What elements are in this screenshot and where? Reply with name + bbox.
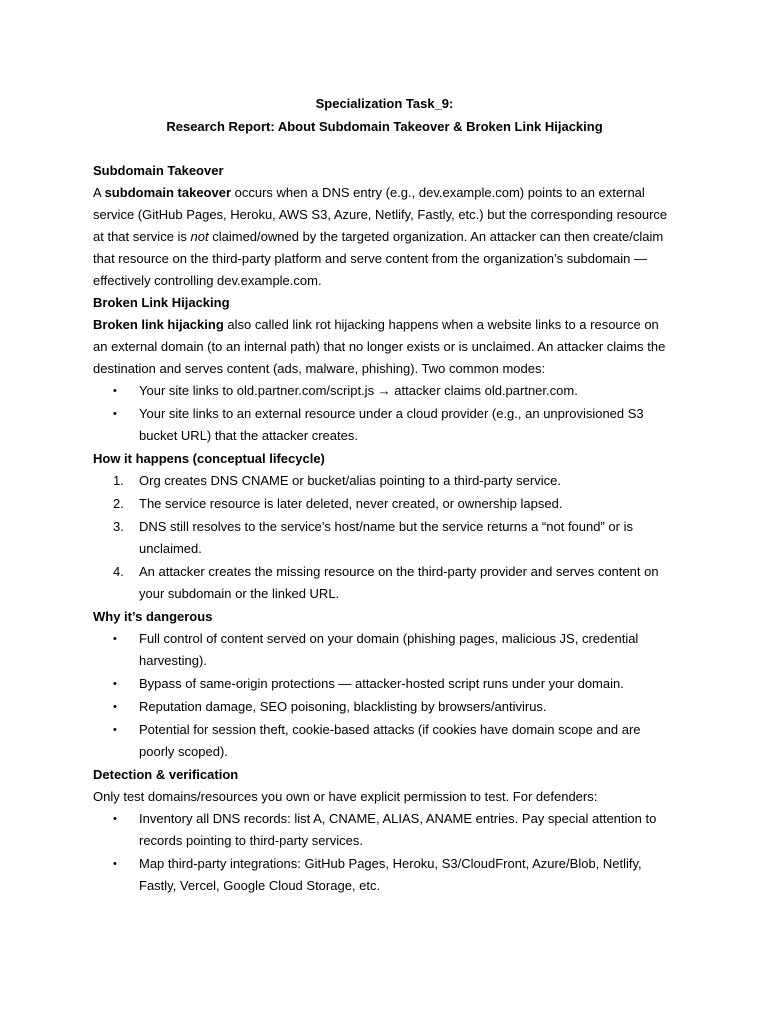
- italic-term: not: [190, 229, 209, 244]
- list-item: [93, 628, 676, 672]
- list-item: [93, 696, 676, 718]
- list-item: [93, 516, 676, 560]
- section-heading-lifecycle: How it happens (conceptual lifecycle): [93, 451, 325, 466]
- bullet-icon: •: [113, 813, 117, 825]
- list-item-text: Map third-party integrations: GitHub Pages, Heroku, S3/CloudFront, Azure/Blob, Netlify, Fastly, Vercel, Google Cloud Storage, etc.: [139, 856, 642, 893]
- text-run: also called link rot hijacking happens when a website links to a resource on an external domain (to an internal path) that no longer exists or is unclaimed. An attacker claims the destination and serves content (ads, malware, phishing). Two common modes:: [93, 317, 666, 376]
- bullet-icon: •: [113, 633, 117, 645]
- section-heading-subdomain-takeover: Subdomain Takeover: [93, 163, 224, 178]
- list-item-text: Bypass of same-origin protections — attacker-hosted script runs under your domain.: [139, 676, 624, 691]
- subdomain-takeover-paragraph: [93, 182, 676, 292]
- list-number: 3.: [113, 519, 124, 534]
- list-item: [93, 470, 676, 492]
- bullet-icon: •: [113, 408, 117, 420]
- list-item: [93, 808, 676, 852]
- broken-link-modes-list: [93, 380, 676, 447]
- text-run: claimed/owned by the targeted organization. An attacker can then create/claim that resource on the third-party platform and serve content from the organization’s subdomain — effectively controlling dev.example.com.: [93, 229, 664, 288]
- list-item: [93, 403, 676, 447]
- lifecycle-steps-list: [93, 470, 676, 605]
- list-item-text: An attacker creates the missing resource on the third-party provider and serves content on your subdomain or the linked URL.: [139, 564, 659, 601]
- list-number: 4.: [113, 564, 124, 579]
- list-number: 1.: [113, 473, 124, 488]
- danger-list: [93, 628, 676, 763]
- list-item-text: DNS still resolves to the service’s host/name but the service returns a “not found” or is unclaimed.: [139, 519, 633, 556]
- document-title: Specialization Task_9:: [315, 96, 454, 111]
- text-run: occurs when a DNS entry (e.g., dev.example.com) points to an external service (GitHub Pages, Heroku, AWS S3, Azure, Netlify, Fastly, etc.) but the corresponding resource at that service is: [93, 185, 668, 244]
- bullet-icon: •: [113, 678, 117, 690]
- bullet-icon: •: [113, 724, 117, 736]
- section-heading-broken-link-hijacking: Broken Link Hijacking: [93, 295, 230, 310]
- bullet-icon: •: [113, 701, 117, 713]
- bullet-icon: •: [113, 858, 117, 870]
- section-heading-detection: Detection & verification: [93, 767, 239, 782]
- bullet-icon: •: [113, 385, 117, 397]
- list-item-text: Full control of content served on your domain (phishing pages, malicious JS, credential harvesting).: [139, 631, 639, 668]
- document-subtitle: Research Report: About Subdomain Takeover & Broken Link Hijacking: [166, 119, 603, 134]
- list-item: [93, 380, 676, 402]
- list-item-text: Org creates DNS CNAME or bucket/alias pointing to a third-party service.: [139, 473, 561, 488]
- bold-term: Broken link hijacking: [93, 317, 224, 332]
- title-block: [93, 93, 676, 138]
- detection-list: [93, 808, 676, 897]
- list-item-text: Potential for session theft, cookie-based attacks (if cookies have domain scope and are poorly scoped).: [139, 722, 641, 759]
- list-item-text: Reputation damage, SEO poisoning, blacklisting by browsers/antivirus.: [139, 699, 547, 714]
- detection-intro: Only test domains/resources you own or have explicit permission to test. For defenders:: [93, 789, 598, 804]
- list-item-text: Inventory all DNS records: list A, CNAME, ALIAS, ANAME entries. Pay special attention to records pointing to third-party services.: [139, 811, 657, 848]
- list-item: [93, 853, 676, 897]
- list-number: 2.: [113, 496, 124, 511]
- list-item-text: The service resource is later deleted, never created, or ownership lapsed.: [139, 496, 563, 511]
- list-item: [93, 719, 676, 763]
- list-item: [93, 493, 676, 515]
- list-item-text: Your site links to an external resource under a cloud provider (e.g., an unprovisioned S3 bucket URL) that the attacker creates.: [139, 406, 644, 443]
- list-item-text: Your site links to old.partner.com/script.js → attacker claims old.partner.com.: [139, 383, 578, 398]
- bold-term: subdomain takeover: [104, 185, 232, 200]
- text-run: A: [93, 185, 105, 200]
- section-heading-why-dangerous: Why it’s dangerous: [93, 609, 213, 624]
- list-item: [93, 561, 676, 605]
- broken-link-paragraph: [93, 314, 676, 380]
- list-item: [93, 673, 676, 695]
